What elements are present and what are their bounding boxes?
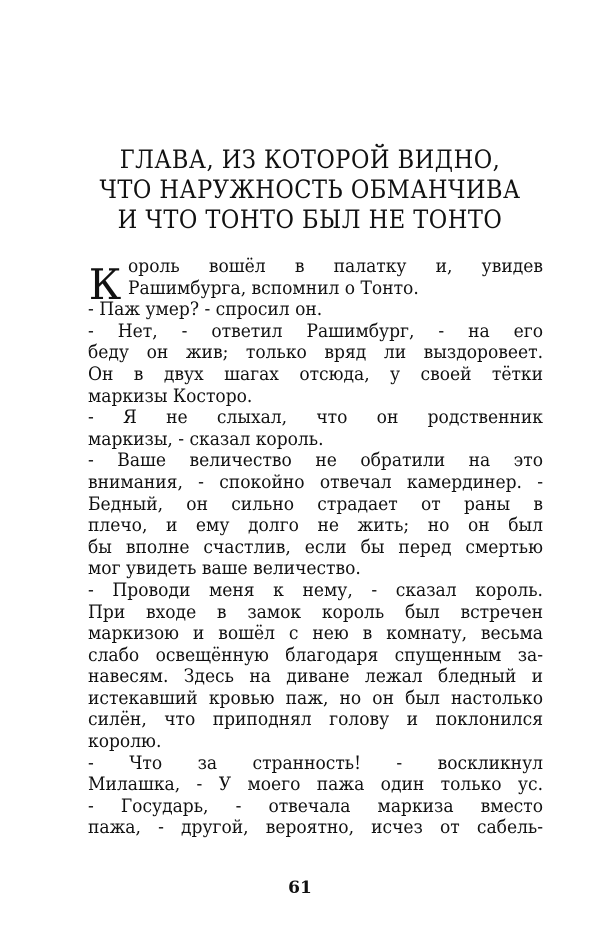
text-line: При входе в замок король был встречен — [88, 601, 543, 623]
chapter-title-line: ЧТО НАРУЖНОСТЬ ОБМАНЧИВА — [99, 175, 521, 204]
chapter-title — [70, 145, 550, 235]
text-line: мог увидеть ваше величество. — [88, 558, 361, 580]
chapter-title-line: И ЧТО ТОНТО БЫЛ НЕ ТОНТО — [117, 205, 503, 234]
text-line: - Я не слыхал, что он родственник — [88, 407, 543, 429]
text-line: королю. — [88, 731, 162, 753]
text-line: Рашимбурга, вспомнил о Тонто. — [128, 277, 419, 299]
drop-cap: К — [88, 260, 122, 309]
text-line: - Паж умер? - спросил он. — [88, 299, 323, 321]
text-line: силён, что приподнял голову и поклонился — [88, 709, 543, 731]
text-line: ороль вошёл в палатку и, увидев — [128, 256, 543, 277]
body-text — [88, 256, 543, 839]
text-line: внимания, - спокойно отвечал камердинер. - — [88, 471, 543, 493]
text-line: Он в двух шагах отсюда, у своей тётки — [88, 363, 543, 385]
text-line: плечо, и ему долго не жить; но он был — [88, 515, 543, 537]
text-line: - Нет, - ответил Рашимбург, - на его — [88, 320, 543, 342]
chapter-title-line: ГЛАВА, ИЗ КОТОРОЙ ВИДНО, — [119, 145, 501, 174]
text-line: маркизою и вошёл с нею в комнату, весьма — [88, 623, 543, 645]
text-line: - Что за странность! - воскликнул — [88, 752, 543, 774]
text-line: маркизы, - сказал король. — [88, 428, 324, 450]
page-number: 61 — [288, 878, 312, 898]
text-line: пажа, - другой, вероятно, исчез от сабель- — [88, 817, 543, 839]
text-line: Милашка, - У моего пажа один только ус. — [88, 774, 543, 796]
text-line: Бедный, он сильно страдает от раны в — [88, 493, 543, 515]
text-line: слабо освещённую благодаря спущенным за- — [88, 644, 543, 666]
text-line: бы вполне счастлив, если бы перед смертью — [88, 536, 543, 558]
text-line: истекавший кровью паж, но он был настолько — [88, 687, 543, 709]
text-line: - Государь, - отвечала маркиза вместо — [88, 795, 543, 817]
text-line: - Проводи меня к нему, - сказал король. — [88, 579, 543, 601]
text-line: навесям. Здесь на диване лежал бледный и — [88, 666, 543, 688]
text-line: маркизы Косторо. — [88, 385, 253, 407]
text-line: - Ваше величество не обратили на это — [88, 450, 543, 472]
text-line: беду он жив; только вряд ли выздоровеет. — [88, 342, 543, 364]
